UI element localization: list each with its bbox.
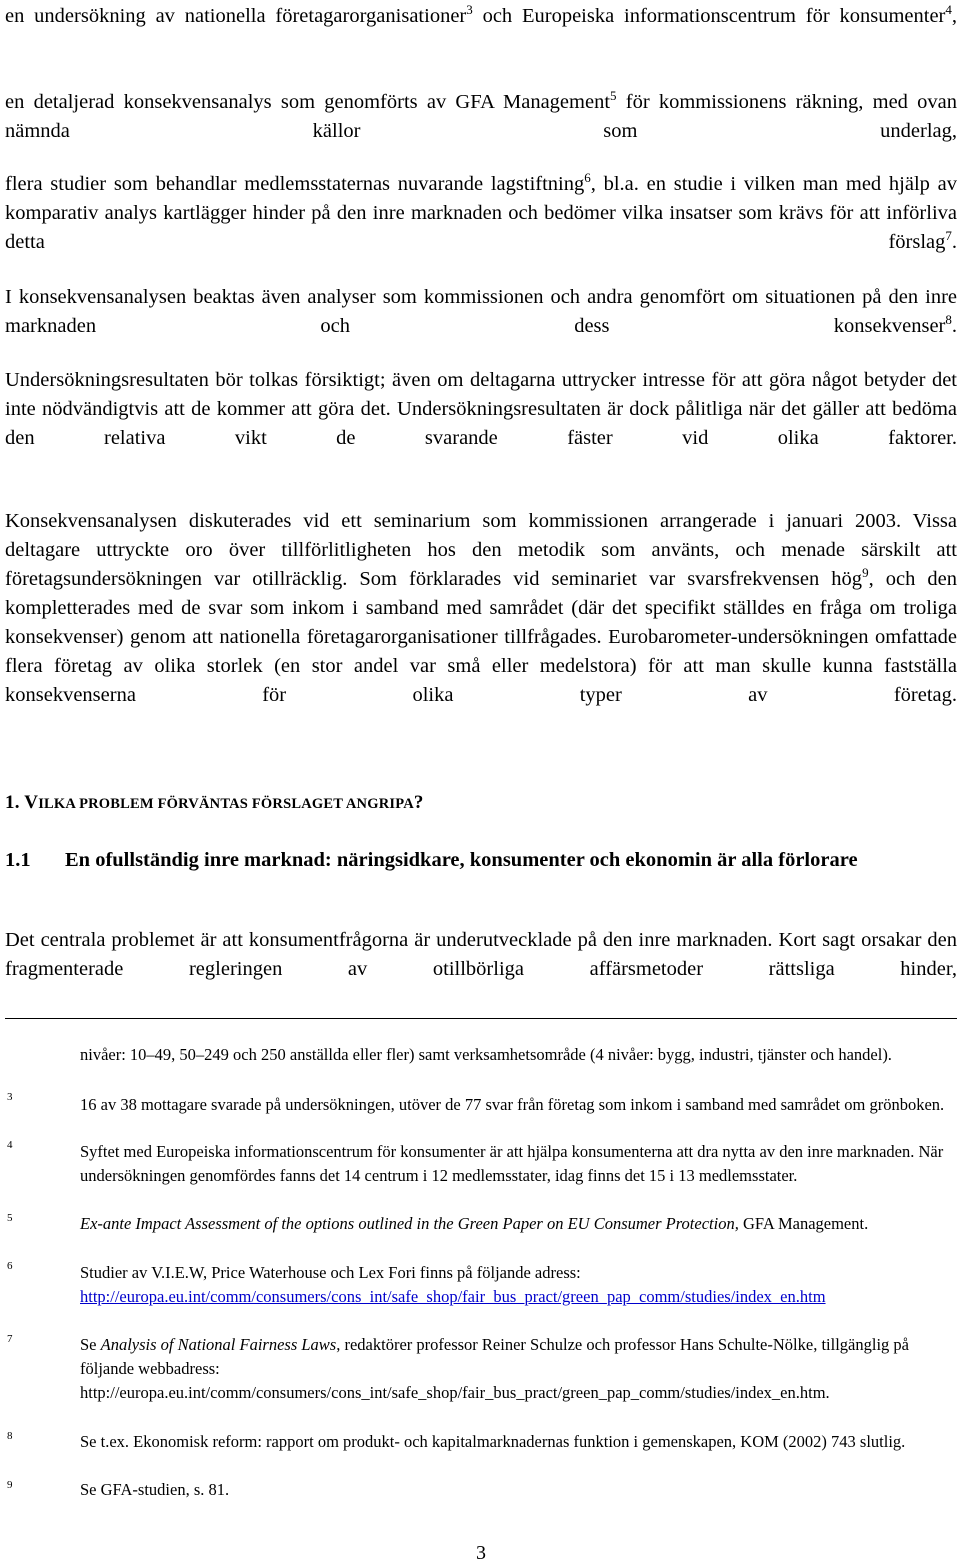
footnote-ref-7[interactable]: 7 (945, 228, 952, 243)
footnote-ref-3[interactable]: 3 (466, 2, 473, 17)
footnote-marker-6: 6 (7, 1260, 13, 1272)
paragraph-seminarium: Konsekvensanalysen diskuterades vid ett seminarium som kommissionen arrangerade i januari 2003. Vissa deltagare uttryckte oro över tillförlitligheten hos den metodik som använts, och menade särskilt att företagsundersökningen var otillräcklig. Som förklarades vid seminariet var svarsfrekvensen hög$^9$, och den kompletterades med de svar som inkom i samband med samrådet (där det specifikt ställdes en fråga om troliga konsekvenser) genom att nationella företagarorganisationer tillfrågades. Eurobarometer-undersökningen omfattade flera företag av olika storlek (en stor andel var små eller medelstora) för att man skulle kunna fastställa konsekvenserna för olika typer av företag. (5, 510, 957, 706)
footnote-separator (5, 1018, 957, 1019)
footnote-8: Se t.ex. Ekonomisk reform: rapport om produkt- och kapitalmarknadernas funktion i gemenskapen, KOM (2002) 743 slutlig. (80, 1432, 906, 1451)
page-number: 3 (476, 1542, 486, 1564)
paragraph-konsekvensanalys: I konsekvensanalysen beaktas även analyser som kommissionen och andra genomfört om situationen på den inre marknaden och dess konsekvenser$^8$. (5, 286, 957, 337)
bullet-paragraph-1: en undersökning av nationella företagarorganisationer$^3$ och Europeiska informationscentrum för konsumenter$^4$, (5, 2, 957, 27)
footnote-marker-9: 9 (7, 1479, 13, 1491)
footnote-4: Syftet med Europeiska informationscentrum för konsumenter är att hjälpa konsumenterna att dra nytta av den inre marknaden. När undersökningen genomfördes fanns det 14 centrum i 12 medlemsstater, idag finns det 15 i 13 medlemsstater. (80, 1142, 944, 1185)
footnote-marker-4: 4 (7, 1139, 13, 1151)
footnote-7: Se Analysis of National Fairness Laws, redaktörer professor Reiner Schulze och professor Hans Schulte-Nölke, tillgänglig på följande webbadress: http://europa.eu.int/comm/consumers/cons_int/safe_shop/fair_bus_pract/green_pap_comm/studies/index_en.htm. (80, 1335, 909, 1402)
footnote-ref-4[interactable]: 4 (945, 2, 952, 17)
footnote-marker-5: 5 (7, 1212, 13, 1224)
footnote-continuation: nivåer: 10–49, 50–249 och 250 anställda eller fler) samt verksamhetsområde (4 nivåer: bygg, industri, tjänster och handel). (80, 1045, 892, 1064)
footnote-ref-9[interactable]: 9 (862, 565, 869, 580)
paragraph-resultat: Undersökningsresultaten bör tolkas försiktigt; även om deltagarna uttrycker intresse för att göra något betyder det inte nödvändigtvis att de kommer att göra det. Undersökningsresultaten är dock pålitliga när det gäller att bedöma den relativa vikt de svarande fäster vid olika faktorer. (5, 369, 957, 449)
footnote-marker-7: 7 (7, 1333, 13, 1345)
studies-link[interactable]: http://europa.eu.int/comm/consumers/cons_int/safe_shop/fair_bus_pract/green_pap_comm/studies/index_en.htm (80, 1287, 826, 1306)
bullet-paragraph-2: en detaljerad konsekvensanalys som genomförts av GFA Management$^5$ för kommissionens räkning, med ovan nämnda källor som underlag, (5, 88, 957, 142)
footnote-marker-8: 8 (7, 1430, 13, 1442)
footnote-ref-6[interactable]: 6 (584, 170, 591, 185)
footnote-5: Ex-ante Impact Assessment of the options outlined in the Green Paper on EU Consumer Protection, GFA Management. (80, 1214, 869, 1233)
webbadress-url: http://europa.eu.int/comm/consumers/cons_int/safe_shop/fair_bus_pract/green_pap_comm/studies/index_en.htm. (80, 1383, 830, 1402)
footnote-9: Se GFA-studien, s. 81. (80, 1480, 230, 1499)
section-heading-1: 1. VILKA PROBLEM FÖRVÄNTAS FÖRSLAGET ANGRIPA? (5, 792, 424, 813)
footnote-ref-5[interactable]: 5 (610, 88, 617, 103)
bullet-paragraph-3: flera studier som behandlar medlemsstaternas nuvarande lagstiftning$^6$, bl.a. en studie i vilken man med hjälp av komparativ analys kartlägger hinder på den inre marknaden och bedömer vilka insatser som krävs för att införliva detta förslag$^7$. (5, 170, 957, 253)
paragraph-centrala-problemet: Det centrala problemet är att konsumentfrågorna är underutvecklade på den inre marknaden. Kort sagt orsakar den fragmenterade regleringen av otillbörliga affärsmetoder rättsliga hinder, (5, 929, 957, 980)
footnote-6: Studier av V.I.E.W, Price Waterhouse och Lex Fori finns på följande adress: http://europa.eu.int/comm/consumers/cons_int/safe_shop/fair_bus_pract/green_pap_comm/studies/index_en.htm (80, 1263, 826, 1306)
footnote-marker-3: 3 (7, 1091, 13, 1103)
subsection-heading-1-1: 1.1 En ofullständig inre marknad: näringsidkare, konsumenter och ekonomin är alla förlorare (5, 849, 858, 871)
footnote-3: 16 av 38 mottagare svarade på undersökningen, utöver de 77 svar från företag som inkom i samband med samrådet om grönboken. (80, 1095, 945, 1114)
footnote-ref-8[interactable]: 8 (945, 312, 952, 327)
